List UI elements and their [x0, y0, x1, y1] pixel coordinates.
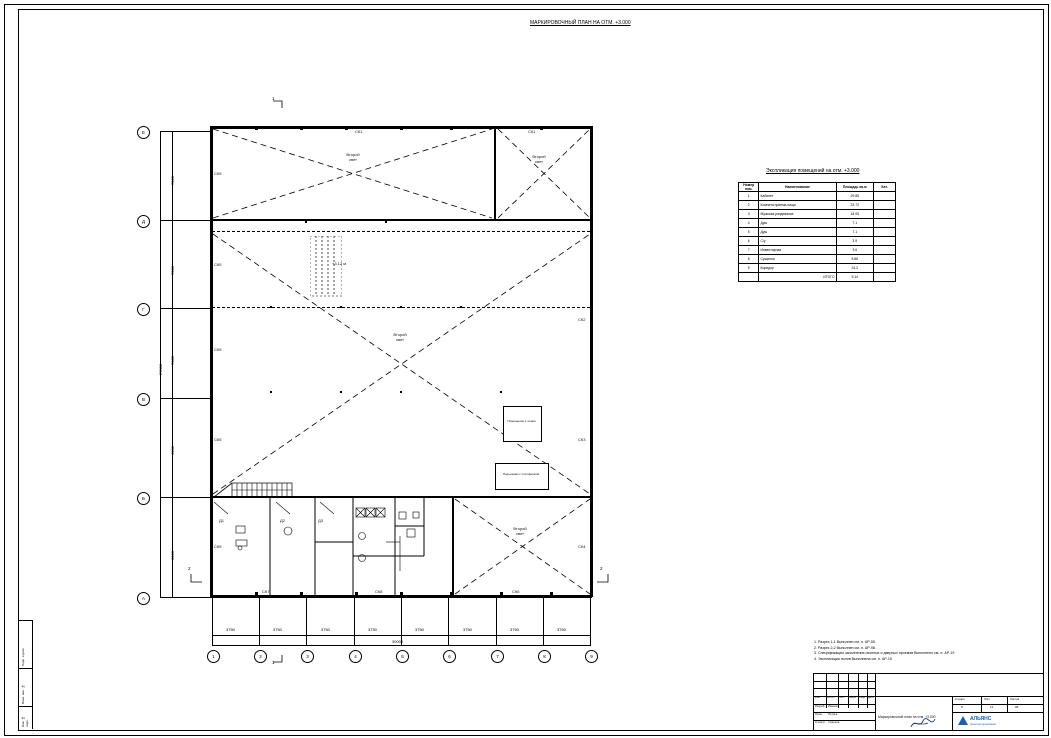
cell-area: 7.1: [836, 219, 873, 228]
second-light-label: Второй свет: [513, 526, 527, 536]
vdim-total: 27000: [158, 363, 163, 375]
columns: [210, 126, 592, 597]
dim-label: 3750: [415, 627, 424, 632]
dim-chain: [212, 635, 591, 636]
axis-bubble-a[interactable]: А: [137, 592, 150, 605]
cell-number: 3: [739, 210, 759, 219]
section-mark-1-bottom: 1: [272, 660, 275, 665]
table-row: [739, 264, 896, 273]
axis-bubble-6[interactable]: 6: [443, 650, 456, 663]
section-arrow-right: [596, 572, 610, 584]
company-name: АЛЬЯНС: [970, 716, 992, 722]
cell-area: 5.88: [836, 255, 873, 264]
section-mark-1-top: 1: [272, 96, 275, 101]
wall-mark: СК3: [578, 437, 586, 442]
vdim-label: 7000: [170, 266, 175, 275]
axis-line-1: [212, 597, 213, 645]
company-logo-icon: [958, 716, 968, 725]
wall-mark: СК1: [528, 129, 536, 134]
stamp-col-koluch: Кол.уч.: [827, 696, 836, 699]
note-line: 3. Спецификацию заполнения оконных и дверных проемов Выполнено см. л. АР-19: [814, 651, 955, 656]
table-row: [739, 237, 896, 246]
stamp-col-ndoc: №док.: [849, 696, 857, 699]
left-strip-line: [32, 620, 33, 729]
signature-icon: [910, 716, 936, 730]
cell-name: Душ: [759, 228, 836, 237]
axis-bubble-7[interactable]: 7: [491, 650, 504, 663]
dim-total-label: 30000: [392, 639, 404, 644]
wall-mark: СК6: [512, 589, 520, 594]
cell-number: 7: [739, 246, 759, 255]
stamp-col-izm: Изм.: [815, 696, 821, 699]
total-value: 9.14: [836, 273, 873, 282]
company-subtitle: проектная организация: [970, 723, 996, 726]
axis-bubble-9[interactable]: 9: [585, 650, 598, 663]
axis-line-9: [590, 597, 591, 645]
left-strip-label: Подп. и дата: [21, 648, 25, 666]
wall-mark: СК5: [214, 347, 222, 352]
wall-mark: СК5: [214, 437, 222, 442]
cell-name: Комната приема пищи: [759, 201, 836, 210]
axis-bubble-d[interactable]: Д: [137, 215, 150, 228]
section-arrow-top: [272, 99, 286, 109]
axis-bubble-v[interactable]: В: [137, 393, 150, 406]
cell-number: 1: [739, 192, 759, 201]
col-header-cat: Кат.: [874, 183, 896, 192]
col-header-area: Площадь кв.м: [836, 183, 873, 192]
table-row: [739, 219, 896, 228]
cell-area: 7.1: [836, 228, 873, 237]
door-mark: Д1: [219, 518, 224, 523]
cell-cat: [874, 255, 896, 264]
level-label: +3,12 м: [332, 261, 346, 266]
second-light-label: Второй свет: [393, 332, 407, 342]
cell-name: Мужская раздевалка: [759, 210, 836, 219]
cell-area: 24.2: [836, 264, 873, 273]
axis-line-2: [259, 597, 260, 645]
stamp-sheet-value: 14: [990, 705, 994, 709]
note-line: 1. Разрез 1-1 Выполнен см. л. АР-55.: [814, 640, 876, 644]
table-total-row: [739, 273, 896, 282]
explication-table: [738, 182, 896, 282]
door-mark: Д3: [318, 518, 323, 523]
left-strip-divider: [18, 668, 32, 669]
axis-bubble-8[interactable]: 8: [538, 650, 551, 663]
cell-cat: [874, 201, 896, 210]
cell-cat: [874, 192, 896, 201]
table-row: [739, 201, 896, 210]
stamp-col-list: Лист: [839, 696, 845, 699]
section-arrow-left: [190, 572, 204, 584]
cell-number: 6: [739, 237, 759, 246]
left-strip-divider: [18, 706, 32, 707]
section-arrow-bottom: [272, 653, 286, 663]
cell-cat: [874, 264, 896, 273]
axis-bubble-e[interactable]: Е: [137, 126, 150, 139]
room-box-1-label: Помещение 1 этажа: [507, 419, 536, 423]
cell-cat: [874, 228, 896, 237]
axis-bubble-1[interactable]: 1: [207, 650, 220, 663]
axis-line-6: [448, 597, 449, 645]
cell-cat: [874, 246, 896, 255]
cell-cat: [874, 237, 896, 246]
table-row: [739, 228, 896, 237]
cell-number: 8: [739, 255, 759, 264]
dim-label: 3750: [368, 627, 377, 632]
dim-label: 3750: [321, 627, 330, 632]
total-label: ИТОГО: [759, 273, 836, 282]
axis-line-7: [496, 597, 497, 645]
cell-number: 5: [739, 228, 759, 237]
stamp-col-data: Дата: [868, 696, 874, 699]
stamp-role: Разраб.: [815, 704, 826, 708]
title-block: [813, 673, 1044, 731]
axis-bubble-b[interactable]: Б: [137, 492, 150, 505]
cell-name: Душ: [759, 219, 836, 228]
explication-title: Экспликация помещений на отм. +3.000: [766, 168, 860, 174]
dim-label: 3750: [226, 627, 235, 632]
cell-name: Сушилка: [759, 255, 836, 264]
cell-area: 23.72: [836, 201, 873, 210]
cell-area: 29.85: [836, 192, 873, 201]
wall-mark: СК5: [214, 544, 222, 549]
explication-header-row: [739, 183, 896, 192]
note-line: 4. Экспликация полов Выполнена см. л. АР-15: [814, 656, 892, 661]
table-row: [739, 246, 896, 255]
second-light-label: Второй свет: [346, 152, 360, 162]
left-strip-label: Инв. № подл.: [21, 715, 29, 727]
plan-title: МАРКИРОВОЧНЫЙ ПЛАН НА ОТМ. +3.000: [530, 20, 631, 26]
axis-bubble-2[interactable]: 2: [254, 650, 267, 663]
cell-cat: [874, 210, 896, 219]
wall-mark: СК5: [214, 262, 222, 267]
axis-line-b: [160, 497, 212, 498]
axis-line-5: [401, 597, 402, 645]
dim-label: 3750: [463, 627, 472, 632]
cell-area: 3.9: [836, 237, 873, 246]
cell-name: С/у: [759, 237, 836, 246]
stamp-col-podp: Подп.: [859, 696, 866, 699]
notes-block: [814, 640, 954, 662]
table-row: [739, 255, 896, 264]
cell-area: 3.6: [836, 246, 873, 255]
stamp-sheet-label: Лист: [984, 697, 991, 701]
room-box-2-label: Подъемник с платформой: [502, 472, 540, 476]
axis-bubble-4[interactable]: 4: [349, 650, 362, 663]
axis-line-8: [543, 597, 544, 645]
section-mark-2-left: 2: [188, 566, 191, 571]
wall-mark: СК1: [355, 129, 363, 134]
col-header-number: Номер пом.: [739, 183, 759, 192]
dim-label: 3750: [557, 627, 566, 632]
stamp-name: Петров: [828, 712, 838, 716]
second-light-label: Второй свет: [532, 154, 546, 164]
axis-line-4: [354, 597, 355, 645]
wall-mark: СК8: [375, 589, 383, 594]
cell-number: 9: [739, 264, 759, 273]
axis-line-g: [160, 308, 212, 309]
cell-number: 2: [739, 201, 759, 210]
stamp-sheet-title: Маркировочный план на отм. +3.000: [878, 715, 936, 719]
cell-name: Коридор: [759, 264, 836, 273]
col-header-name: Наименование: [759, 183, 836, 192]
wall-mark: СК4: [578, 544, 586, 549]
stamp-role: Н.контр.: [815, 720, 826, 724]
door-mark: Д2: [280, 518, 285, 523]
left-strip-divider: [18, 620, 32, 621]
note-line: 2. Разрез 2-2 Выполнен см. л. АР-98.: [814, 645, 876, 650]
wall-mark: СК5: [214, 171, 222, 176]
vdim-label: 6000: [170, 446, 175, 455]
axis-line-d: [160, 220, 212, 221]
left-strip-label: Взам. инв. №: [21, 684, 25, 704]
stamp-stage-value: П: [961, 705, 964, 709]
dim-chain-total: [212, 645, 591, 646]
axis-line-a: [160, 597, 212, 598]
section-mark-2-right: 2: [600, 566, 603, 571]
stamp-name: Иванов: [828, 704, 838, 708]
cell-name: Инвентарная: [759, 246, 836, 255]
cell-number: 4: [739, 219, 759, 228]
cell-cat: [874, 219, 896, 228]
wall-mark: СК7: [262, 589, 270, 594]
axis-bubble-5[interactable]: 5: [396, 650, 409, 663]
dim-label: 3750: [273, 627, 282, 632]
stamp-sheets-value: 98: [1015, 705, 1019, 709]
cell-area: 18.05: [836, 210, 873, 219]
axis-line-3: [306, 597, 307, 645]
vdim-label: 6000: [170, 551, 175, 560]
vdim-label: 7000: [170, 176, 175, 185]
wall-mark: СК2: [578, 317, 586, 322]
table-row: [739, 192, 896, 201]
stamp-stage-label: Стадия: [955, 697, 965, 701]
stamp-sheets-label: Листов: [1010, 697, 1020, 701]
cell-name: Кабинет: [759, 192, 836, 201]
axis-bubble-3[interactable]: 3: [301, 650, 314, 663]
vdim-label: 7000: [170, 356, 175, 365]
table-row: [739, 210, 896, 219]
stamp-role: Пров.: [815, 712, 823, 716]
axis-bubble-g[interactable]: Г: [137, 303, 150, 316]
axis-line-e: [160, 131, 212, 132]
axis-line-v: [160, 398, 212, 399]
stamp-name: Сидоров: [828, 720, 840, 724]
dim-label: 3750: [510, 627, 519, 632]
